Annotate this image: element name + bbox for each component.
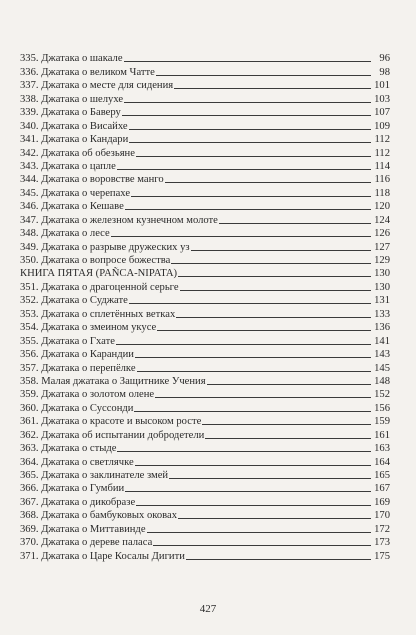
toc-entry-page: 129: [374, 255, 390, 266]
toc-leader-line: [171, 263, 371, 264]
toc-entry-title: 356. Джатака о Карандии: [20, 349, 134, 361]
toc-entry-title: 363. Джатака о стыде: [20, 443, 117, 455]
toc-leader-line: [176, 317, 371, 318]
toc-leader-line: [136, 505, 371, 506]
toc-leader-line: [131, 196, 371, 197]
toc-entry-page: 148: [374, 375, 390, 387]
toc-leader-line: [207, 384, 371, 385]
toc-entry-page: 163: [374, 443, 390, 455]
toc-entry: [20, 280, 390, 293]
toc-entry-page: 114: [374, 160, 390, 172]
toc-entry-title: 341. Джатака о Кандари: [20, 134, 129, 146]
toc-entry: [20, 173, 390, 186]
toc-entry-title: 336. Джатака о великом Чатте: [20, 66, 155, 78]
toc-leader-line: [124, 102, 371, 103]
toc-entry: [20, 119, 390, 132]
toc-entry-title: 338. Джатака о шелухе: [20, 93, 124, 105]
toc-leader-line: [125, 209, 371, 210]
toc-entry-page: 130: [374, 281, 390, 293]
toc-entry-page: 109: [374, 120, 390, 132]
toc-entry-page: 112: [374, 147, 390, 159]
toc-leader-line: [129, 129, 371, 130]
toc-leader-line: [116, 344, 371, 345]
toc-entry-page: 118: [374, 187, 390, 199]
toc-entry-title: 340. Джатака о Висайхе: [20, 120, 128, 132]
toc-leader-line: [125, 491, 371, 492]
toc-entry: [20, 375, 390, 388]
toc-entry-title: 361. Джатака о красоте и высоком росте: [20, 416, 202, 428]
toc-leader-line: [135, 465, 371, 466]
toc-entry-title: 348. Джатака о лесе: [20, 228, 110, 240]
table-of-contents: [20, 52, 390, 563]
toc-leader-line: [136, 156, 371, 157]
toc-leader-line: [129, 142, 371, 143]
toc-entry-page: 161: [374, 429, 390, 441]
toc-entry-title: КНИГА ПЯТАЯ (PAÑCA-NIPATA): [20, 268, 178, 280]
toc-entry-page: 124: [374, 214, 390, 226]
toc-entry: [20, 307, 390, 320]
toc-entry-page: 156: [374, 402, 390, 414]
toc-entry: [20, 106, 390, 119]
toc-entry-title: 357. Джатака о перепёлке: [20, 362, 136, 374]
toc-entry: [20, 522, 390, 535]
toc-entry: [20, 133, 390, 146]
toc-entry-page: 101: [374, 80, 390, 92]
toc-entry-page: 136: [374, 322, 390, 334]
toc-leader-line: [219, 223, 371, 224]
toc-leader-line: [165, 182, 371, 183]
toc-entry-title: 350. Джатака о вопросе божества: [20, 255, 171, 266]
toc-entry: [20, 213, 390, 226]
toc-entry: [20, 254, 390, 267]
toc-entry: [20, 495, 390, 508]
toc-entry-title: 342. Джатака об обезьяне: [20, 147, 135, 159]
toc-entry: [20, 186, 390, 199]
toc-entry: [20, 200, 390, 213]
toc-entry-title: 351. Джатака о драгоценной серьге: [20, 281, 179, 293]
toc-leader-line: [169, 478, 371, 479]
toc-leader-line: [157, 330, 371, 331]
toc-entry-page: 103: [374, 93, 390, 105]
toc-leader-line: [122, 115, 371, 116]
toc-entry-page: 172: [374, 523, 390, 535]
toc-leader-line: [153, 545, 371, 546]
toc-entry-page: 120: [374, 201, 390, 213]
toc-entry: [20, 52, 390, 65]
toc-entry-page: 116: [374, 174, 390, 186]
toc-entry-title: 369. Джатака о Миттавинде: [20, 523, 146, 535]
toc-leader-line: [202, 424, 371, 425]
toc-leader-line: [135, 357, 371, 358]
toc-entry-title: 368. Джатака о бамбуковых оковах: [20, 510, 178, 522]
page-number: 427: [199, 603, 217, 615]
toc-entry: [20, 388, 390, 401]
toc-entry-page: 170: [374, 510, 390, 522]
toc-entry-page: 165: [374, 470, 390, 481]
toc-leader-line: [178, 518, 371, 519]
toc-leader-line: [174, 88, 371, 89]
toc-entry: [20, 240, 390, 253]
toc-entry-page: 130: [374, 268, 390, 280]
toc-leader-line: [156, 75, 371, 76]
toc-entry-title: 335. Джатака о шакале: [20, 53, 123, 65]
toc-entry: [20, 482, 390, 495]
toc-entry-title: 352. Джатака о Суджате: [20, 295, 128, 307]
toc-leader-line: [186, 559, 371, 560]
toc-entry-page: 164: [374, 456, 390, 468]
toc-entry: [20, 361, 390, 374]
toc-entry: [20, 415, 390, 428]
toc-entry-title: 345. Джатака о черепахе: [20, 187, 131, 199]
toc-entry: [20, 442, 390, 455]
toc-entry-title: 371. Джатака о Царе Косалы Дигити: [20, 550, 185, 562]
toc-entry-page: 98: [379, 66, 390, 78]
toc-entry: [20, 348, 390, 361]
toc-entry-title: 366. Джатака о Гумбии: [20, 483, 125, 495]
toc-entry: [20, 146, 390, 159]
toc-leader-line: [111, 236, 371, 237]
toc-entry-page: 159: [374, 416, 390, 428]
toc-entry-title: 349. Джатака о разрыве дружеских уз: [20, 241, 190, 253]
toc-entry-title: 367. Джатака о дикобразе: [20, 496, 136, 508]
toc-entry-title: 362. Джатака об испытании добродетели: [20, 429, 205, 441]
toc-entry: [20, 469, 390, 482]
toc-leader-line: [155, 397, 371, 398]
toc-leader-line: [178, 276, 371, 277]
toc-entry: [20, 321, 390, 334]
toc-entry-title: 365. Джатака о заклинателе змей: [20, 470, 169, 481]
toc-entry: [20, 428, 390, 441]
toc-entry-page: 127: [374, 241, 390, 253]
toc-entry-title: 343. Джатака о цапле: [20, 160, 116, 172]
toc-entry-page: 169: [374, 496, 390, 508]
toc-entry-page: 112: [374, 134, 390, 146]
toc-entry-page: 133: [374, 308, 390, 320]
toc-entry: [20, 455, 390, 468]
toc-entry-title: 355. Джатака о Гхате: [20, 335, 115, 347]
toc-entry-page: 175: [374, 550, 390, 562]
toc-leader-line: [124, 61, 371, 62]
toc-leader-line: [137, 371, 371, 372]
toc-leader-line: [134, 411, 371, 412]
toc-leader-line: [117, 169, 371, 170]
toc-leader-line: [205, 438, 371, 439]
toc-entry-page: 152: [374, 389, 390, 401]
toc-leader-line: [147, 532, 371, 533]
toc-leader-line: [117, 451, 371, 452]
toc-entry-title: 364. Джатака о светлячке: [20, 456, 134, 468]
toc-entry: [20, 160, 390, 173]
toc-entry-page: 107: [374, 107, 390, 119]
toc-entry: [20, 227, 390, 240]
toc-entry-title: 370. Джатака о дереве паласа: [20, 537, 153, 549]
toc-entry-page: 173: [374, 537, 390, 549]
toc-entry-title: 337. Джатака о месте для сидения: [20, 80, 174, 92]
toc-entry: [20, 536, 390, 549]
toc-entry: [20, 509, 390, 522]
toc-entry-title: 359. Джатака о золотом олене: [20, 389, 155, 401]
toc-entry-title: 346. Джатака о Кешаве: [20, 201, 124, 213]
toc-entry: [20, 334, 390, 347]
toc-leader-line: [180, 290, 371, 291]
toc-entry-page: 131: [374, 295, 390, 307]
toc-entry-page: 141: [374, 335, 390, 347]
toc-entry-page: 96: [379, 53, 390, 65]
toc-entry: [20, 401, 390, 414]
toc-entry-title: 360. Джатака о Суссонди: [20, 402, 134, 414]
toc-entry-title: 353. Джатака о сплетённых ветках: [20, 308, 176, 320]
toc-entry-title: 354. Джатака о змеином укусе: [20, 322, 157, 334]
toc-leader-line: [191, 250, 371, 251]
toc-entry: [20, 65, 390, 78]
toc-entry-page: 126: [374, 228, 390, 240]
toc-entry-title: 339. Джатака о Баверу: [20, 107, 121, 119]
toc-entry: [20, 79, 390, 92]
toc-entry: [20, 267, 390, 280]
toc-leader-line: [129, 303, 371, 304]
toc-entry-title: 358. Малая джатака о Защитнике Учения: [20, 375, 206, 387]
toc-entry: [20, 92, 390, 105]
toc-entry-page: 143: [374, 349, 390, 361]
toc-entry: [20, 294, 390, 307]
toc-entry-page: 167: [374, 483, 390, 495]
toc-entry-title: 347. Джатака о железном кузнечном молоте: [20, 214, 218, 226]
toc-entry-title: 344. Джатака о воровстве манго: [20, 174, 164, 186]
toc-entry-page: 145: [374, 362, 390, 374]
toc-entry: [20, 549, 390, 562]
